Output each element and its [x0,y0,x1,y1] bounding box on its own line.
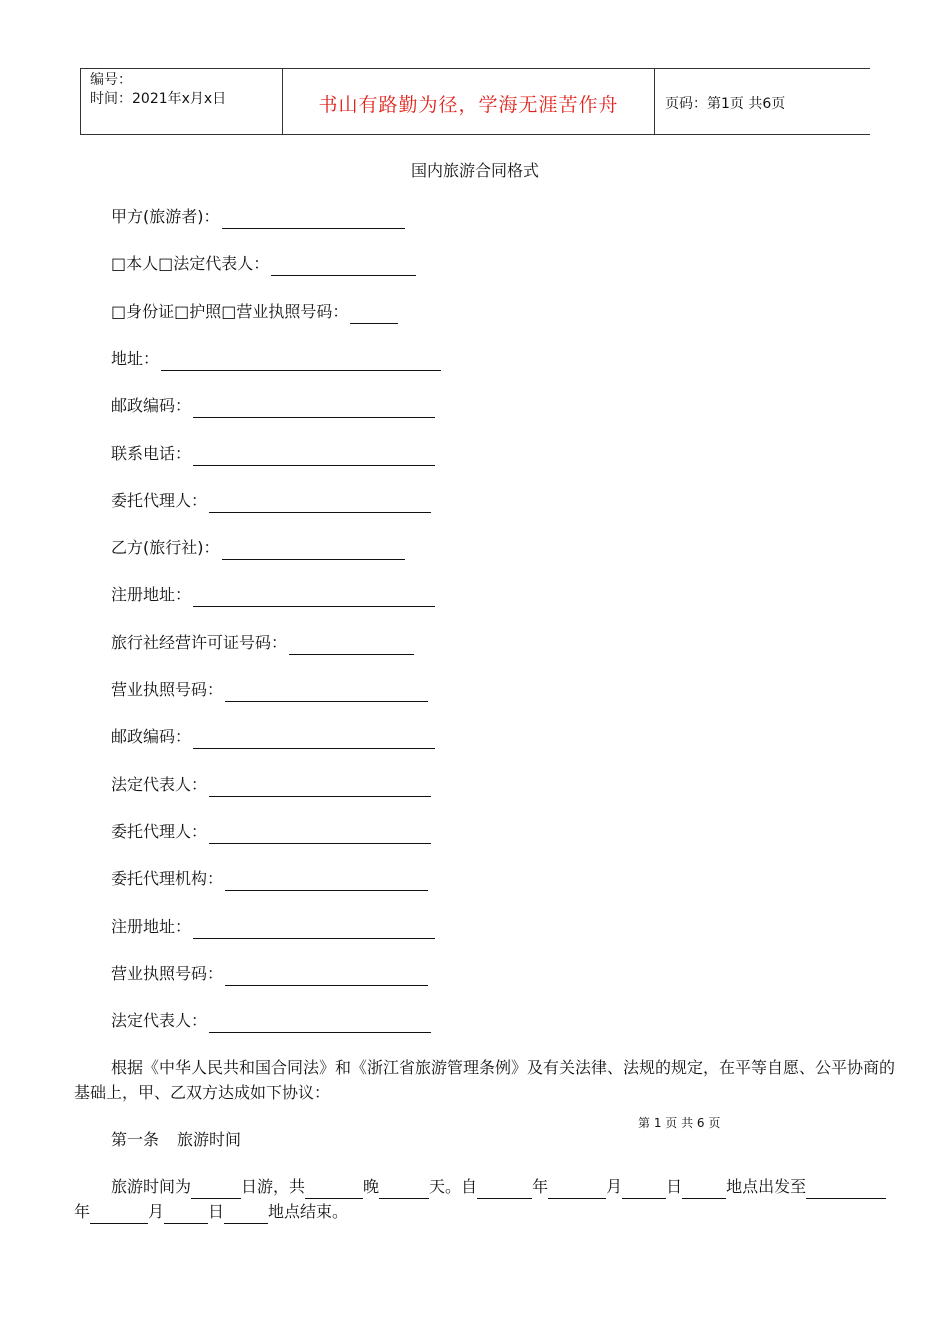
form-field [111,489,431,513]
field-label: 营业执照号码： [111,963,224,983]
form-field [111,1009,431,1033]
header-page-cell [655,69,871,134]
fill-in-blank[interactable] [209,1014,431,1033]
form-field [111,347,441,371]
fill-in-blank[interactable] [164,1205,208,1224]
fill-in-blank[interactable] [90,1205,148,1224]
header-motto-cell [283,69,655,134]
fill-in-blank[interactable] [350,305,398,324]
preamble-paragraph [74,1055,902,1105]
fill-in-blank[interactable] [222,541,405,560]
document-header [80,68,870,135]
preamble-text: 根据《中华人民共和国合同法》和《浙江省旅游管理条例》及有关法律、法规的规定，在平等自愿、公平协商的基础上，甲、乙双方达成如下协议： [74,1058,896,1102]
form-field [111,678,428,702]
field-label: 邮政编码： [111,396,192,416]
article-number: 第一条 [111,1130,160,1149]
field-label: 法定代表人： [111,774,208,794]
article-1-heading [111,1127,241,1150]
article-text-segment: 日 [208,1202,225,1221]
form-field [111,252,416,276]
form-field [111,442,435,466]
field-label: 注册地址： [111,916,192,936]
field-label: 甲方(旅游者)： [111,207,220,226]
article-text-segment: 地点出发至 [726,1177,807,1196]
fill-in-blank[interactable] [209,825,431,844]
fill-in-blank[interactable] [225,872,428,891]
article-text-segment: 年 [74,1202,91,1221]
fill-in-blank[interactable] [806,1180,886,1199]
fill-in-blank[interactable] [193,920,435,939]
fill-in-blank[interactable] [193,730,435,749]
field-label: □本人□法定代表人： [111,254,270,274]
header-meta-cell [81,69,283,134]
form-field [111,773,431,797]
fill-in-blank[interactable] [271,257,416,276]
form-field [111,725,435,749]
form-field [111,915,435,939]
form-field [111,631,414,655]
motto: 书山有路勤为径，学海无涯苦作舟 [318,94,619,116]
form-field [111,536,405,560]
article-1-text [74,1174,902,1224]
fill-in-blank[interactable] [193,588,435,607]
article-title: 旅游时间 [177,1130,242,1149]
field-label: 乙方(旅行社)： [111,538,220,558]
form-field [111,962,428,986]
article-text-segment: 旅游时间为 [111,1177,192,1196]
form-field [111,300,398,324]
fill-in-blank[interactable] [225,683,428,702]
form-field [111,394,435,418]
article-text-segment: 天。自 [429,1177,478,1196]
number-label: 编号： [90,72,132,88]
fill-in-blank[interactable] [682,1180,726,1199]
fill-in-blank[interactable] [289,636,414,655]
field-label: 法定代表人： [111,1011,208,1031]
fill-in-blank[interactable] [225,967,428,986]
field-label: 联系电话： [111,443,192,463]
fill-in-blank[interactable] [222,210,405,229]
form-field [111,867,428,891]
date-label: 时间：2021年x月x日 [90,91,227,107]
fill-in-blank[interactable] [548,1180,606,1199]
page-code: 页码：第1页 共6页 [665,96,786,112]
article-text-segment: 月 [606,1177,623,1196]
form-field [111,820,431,844]
fill-in-blank[interactable] [224,1205,268,1224]
fill-in-blank[interactable] [193,447,435,466]
article-text-segment: 年 [532,1177,549,1196]
field-label: 旅行社经营许可证号码： [111,632,288,652]
fill-in-blank[interactable] [305,1180,363,1199]
form-field [111,583,435,607]
field-label: 委托代理人： [111,821,208,841]
fill-in-blank[interactable] [379,1180,429,1199]
field-label: 地址： [111,348,160,368]
field-label: 委托代理机构： [111,869,224,889]
fill-in-blank[interactable] [477,1180,532,1199]
field-label: 注册地址： [111,585,192,605]
fill-in-blank[interactable] [622,1180,666,1199]
document-title: 国内旅游合同格式 [410,161,539,180]
fill-in-blank[interactable] [161,352,441,371]
field-label: □身份证□护照□营业执照号码： [111,301,349,321]
field-label: 委托代理人： [111,490,208,510]
fill-in-blank[interactable] [209,494,431,513]
article-text-segment: 地点结束。 [268,1202,349,1221]
article-text-segment: 日游，共 [241,1177,306,1196]
page-footer: 第 1 页 共 6 页 [638,1116,721,1130]
fill-in-blank[interactable] [191,1180,241,1199]
field-label: 营业执照号码： [111,680,224,699]
fill-in-blank[interactable] [209,778,431,797]
article-text-segment: 月 [148,1202,165,1221]
article-text-segment: 晚 [363,1177,380,1196]
fill-in-blank[interactable] [193,399,435,418]
form-field [111,205,405,229]
article-text-segment: 日 [666,1177,683,1196]
field-label: 邮政编码： [111,727,192,747]
